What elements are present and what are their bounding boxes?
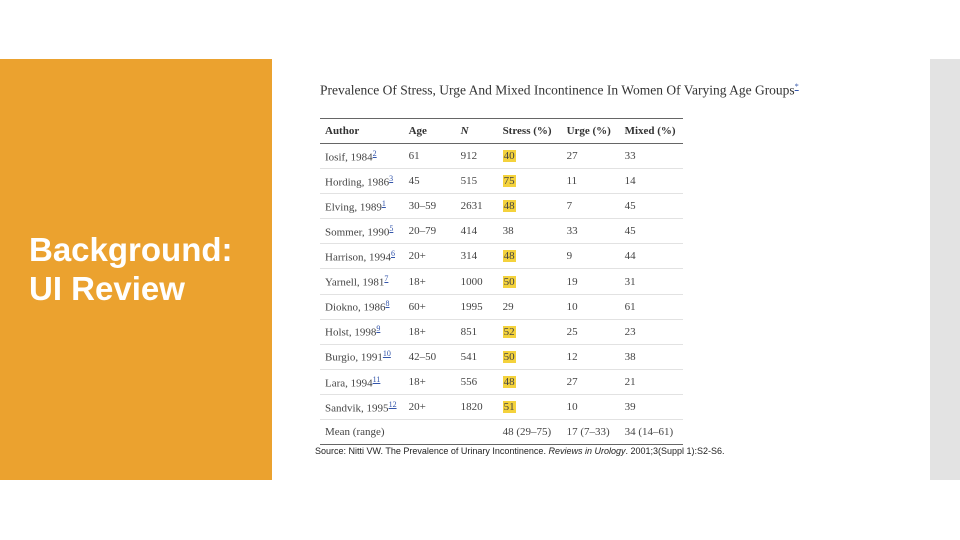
cell-n: 314 — [455, 244, 497, 269]
cell-stress — [497, 269, 561, 294]
cell-n: 515 — [455, 169, 497, 194]
cell-age: 61 — [403, 144, 455, 169]
cell-mixed: 14 — [619, 169, 683, 194]
table-title — [320, 82, 799, 99]
table-title-text: Prevalence Of Stress, Urge And Mixed Incontinence In Women Of Varying Age Groups — [320, 82, 795, 98]
cell-author — [320, 344, 403, 369]
side-bar — [930, 59, 960, 480]
cell-author — [320, 219, 403, 244]
reference-link[interactable]: 10 — [382, 349, 391, 359]
cell-author — [320, 294, 403, 319]
reference-link[interactable]: 6 — [391, 249, 395, 259]
table-row — [320, 219, 683, 244]
cell-mixed: 21 — [619, 369, 683, 394]
cell-author — [320, 369, 403, 394]
cell-age: 20+ — [403, 244, 455, 269]
cell-urge: 27 — [561, 144, 619, 169]
author-name: Iosif, 1984 — [325, 151, 373, 164]
author-name: Holst, 1998 — [325, 327, 377, 340]
author-name: Sommer, 1990 — [325, 226, 390, 239]
cell-age: 42–50 — [403, 344, 455, 369]
cell-urge: 10 — [561, 294, 619, 319]
cell-n: 912 — [455, 144, 497, 169]
cell-author — [320, 169, 403, 194]
mean-row — [320, 420, 683, 445]
cell-stress — [497, 369, 561, 394]
author-name: Harrison, 1994 — [325, 251, 391, 264]
table-row — [320, 269, 683, 294]
stress-value-highlighted: 52 — [503, 325, 515, 338]
cell-age: 30–59 — [403, 194, 455, 219]
slide-title — [29, 230, 269, 308]
header-urge: Urge (%) — [561, 119, 619, 144]
author-name: Yarnell, 1981 — [325, 276, 385, 289]
stress-value-highlighted: 50 — [503, 350, 515, 363]
cell-author — [320, 244, 403, 269]
reference-link[interactable]: 2 — [372, 148, 377, 158]
reference-link[interactable]: 7 — [384, 274, 389, 284]
table-row — [320, 344, 683, 369]
cell-stress — [497, 319, 561, 344]
stress-value-highlighted: 48 — [503, 250, 515, 263]
cell-urge: 19 — [561, 269, 619, 294]
cell-urge: 25 — [561, 319, 619, 344]
table-row — [320, 194, 683, 219]
mean-urge: 17 (7–33) — [561, 420, 619, 445]
cell-age: 18+ — [403, 319, 455, 344]
table-row — [320, 394, 683, 419]
cell-mixed: 38 — [619, 344, 683, 369]
cell-age: 18+ — [403, 369, 455, 394]
header-mixed: Mixed (%) — [619, 119, 683, 144]
cell-author — [320, 319, 403, 344]
cell-stress — [497, 219, 561, 244]
table-row — [320, 244, 683, 269]
author-name: Burgio, 1991 — [325, 352, 383, 365]
cell-age: 18+ — [403, 269, 455, 294]
table-body — [320, 144, 683, 445]
source-prefix: Source: Nitti VW. The Prevalence of Urinary Incontinence. — [315, 446, 546, 456]
cell-n: 2631 — [455, 194, 497, 219]
reference-link[interactable]: 8 — [385, 299, 390, 309]
stress-value-highlighted: 51 — [503, 400, 515, 413]
cell-author — [320, 394, 403, 419]
author-name: Lara, 1994 — [325, 377, 373, 390]
cell-n: 1000 — [455, 269, 497, 294]
reference-link[interactable]: 3 — [389, 173, 394, 183]
cell-mixed: 44 — [619, 244, 683, 269]
table-row — [320, 169, 683, 194]
cell-n: 556 — [455, 369, 497, 394]
mean-label: Mean (range) — [320, 420, 497, 445]
slide-title-line-2: UI Review — [29, 270, 185, 307]
cell-urge: 7 — [561, 194, 619, 219]
cell-urge: 11 — [561, 169, 619, 194]
cell-mixed: 23 — [619, 319, 683, 344]
author-name: Hording, 1986 — [325, 176, 390, 189]
stress-value-highlighted: 48 — [503, 200, 515, 213]
source-journal: Reviews in Urology — [548, 446, 626, 456]
reference-link[interactable]: 1 — [381, 198, 386, 208]
cell-author — [320, 144, 403, 169]
stress-value: 29 — [502, 300, 514, 313]
cell-mixed: 31 — [619, 269, 683, 294]
cell-mixed: 45 — [619, 219, 683, 244]
cell-mixed: 33 — [619, 144, 683, 169]
cell-urge: 33 — [561, 219, 619, 244]
table-header-row — [320, 119, 683, 144]
cell-n: 1995 — [455, 294, 497, 319]
cell-age: 45 — [403, 169, 455, 194]
mean-mixed: 34 (14–61) — [619, 420, 683, 445]
table-row — [320, 144, 683, 169]
cell-stress — [497, 394, 561, 419]
prevalence-table — [320, 118, 683, 445]
stress-value: 38 — [502, 225, 514, 238]
cell-stress — [497, 144, 561, 169]
stress-value-highlighted: 75 — [503, 175, 515, 188]
header-author: Author — [320, 119, 403, 144]
table-row — [320, 369, 683, 394]
stress-value-highlighted: 48 — [503, 375, 515, 388]
header-age: Age — [403, 119, 455, 144]
cell-stress — [497, 169, 561, 194]
table-figure — [300, 70, 860, 440]
cell-n: 414 — [455, 219, 497, 244]
table-row — [320, 319, 683, 344]
cell-mixed: 61 — [619, 294, 683, 319]
stress-value-highlighted: 40 — [503, 150, 515, 163]
reference-link[interactable]: 12 — [388, 399, 397, 409]
author-name: Sandvik, 1995 — [325, 402, 389, 415]
cell-mixed: 45 — [619, 194, 683, 219]
reference-link[interactable]: 9 — [376, 324, 381, 334]
cell-urge: 10 — [561, 394, 619, 419]
cell-urge: 27 — [561, 369, 619, 394]
cell-n: 1820 — [455, 394, 497, 419]
mean-stress: 48 (29–75) — [497, 420, 561, 445]
cell-stress — [497, 244, 561, 269]
cell-n: 541 — [455, 344, 497, 369]
source-citation — [315, 446, 725, 456]
cell-stress — [497, 344, 561, 369]
cell-age: 20+ — [403, 394, 455, 419]
stress-value-highlighted: 50 — [503, 275, 515, 288]
cell-n: 851 — [455, 319, 497, 344]
source-suffix: . 2001;3(Suppl 1):S2-S6. — [625, 446, 725, 456]
cell-stress — [497, 194, 561, 219]
table-title-ref-link[interactable]: * — [794, 82, 799, 91]
slide-title-line-1: Background: — [29, 231, 233, 268]
reference-link[interactable]: 5 — [389, 224, 394, 233]
cell-author — [320, 194, 403, 219]
author-name: Diokno, 1986 — [325, 301, 386, 314]
cell-urge: 12 — [561, 344, 619, 369]
reference-link[interactable]: 11 — [372, 374, 381, 384]
header-stress: Stress (%) — [497, 119, 561, 144]
author-name: Elving, 1989 — [325, 201, 382, 214]
cell-age: 20–79 — [403, 219, 455, 244]
cell-author — [320, 269, 403, 294]
cell-urge: 9 — [561, 244, 619, 269]
table-row — [320, 294, 683, 319]
cell-age: 60+ — [403, 294, 455, 319]
cell-mixed: 39 — [619, 394, 683, 419]
cell-stress — [497, 294, 561, 319]
header-n: N — [455, 119, 497, 144]
